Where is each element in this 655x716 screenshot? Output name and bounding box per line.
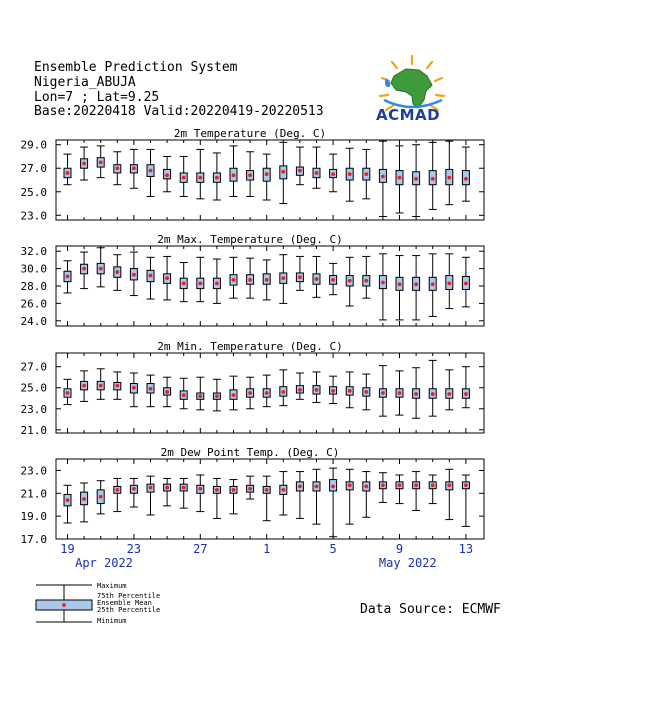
- mean-marker: [315, 171, 319, 175]
- mean-marker: [182, 281, 186, 285]
- x-tick-label: 23: [126, 542, 142, 556]
- header-coordinates: Lon=7 ; Lat=9.25: [34, 90, 160, 105]
- mean-marker: [398, 176, 402, 180]
- x-tick-label: 27: [193, 542, 208, 556]
- y-tick-label: 19.0: [20, 510, 47, 524]
- mean-marker: [149, 486, 153, 490]
- mean-marker: [464, 177, 468, 181]
- mean-marker: [215, 176, 219, 180]
- mean-marker: [182, 486, 186, 490]
- mean-marker: [165, 486, 169, 490]
- mean-marker: [165, 173, 169, 177]
- mean-marker: [248, 173, 252, 177]
- mean-marker: [281, 488, 285, 492]
- mean-marker: [281, 170, 285, 174]
- panel-title: 2m Dew Point Temp. (Deg. C): [160, 446, 340, 459]
- mean-marker: [381, 483, 385, 487]
- mean-marker: [381, 391, 385, 395]
- mean-marker: [265, 488, 269, 492]
- mean-marker: [165, 276, 169, 280]
- mean-marker: [265, 278, 269, 282]
- mean-marker: [82, 384, 86, 388]
- mean-marker: [248, 278, 252, 282]
- mean-marker: [398, 391, 402, 395]
- panel-title: 2m Min. Temperature (Deg. C): [157, 340, 343, 353]
- x-tick-label: 19: [60, 542, 75, 556]
- legend-mean-marker: [62, 603, 66, 607]
- mean-marker: [315, 277, 319, 281]
- y-tick-label: 25.0: [20, 381, 47, 395]
- mean-marker: [215, 488, 219, 492]
- panel-frame: [56, 459, 484, 539]
- mean-marker: [398, 282, 402, 286]
- mean-marker: [431, 177, 435, 181]
- y-tick-label: 27.0: [20, 360, 47, 374]
- mean-marker: [115, 166, 119, 170]
- mean-marker: [232, 173, 236, 177]
- mean-marker: [447, 392, 451, 396]
- mean-marker: [232, 278, 236, 282]
- mean-marker: [132, 273, 136, 277]
- mean-marker: [331, 389, 335, 393]
- y-tick-label: 25.0: [20, 185, 47, 199]
- y-tick-label: 26.0: [20, 297, 47, 311]
- mean-marker: [464, 392, 468, 396]
- mean-marker: [447, 176, 451, 180]
- mean-marker: [82, 497, 86, 501]
- mean-marker: [182, 393, 186, 397]
- mean-marker: [414, 392, 418, 396]
- header-title: Ensemble Prediction System: [34, 60, 238, 75]
- y-tick-label: 32.0: [20, 245, 47, 259]
- month-label: Apr 2022: [75, 556, 133, 570]
- mean-marker: [165, 390, 169, 394]
- mean-marker: [315, 485, 319, 489]
- mean-marker: [99, 267, 103, 271]
- mean-marker: [348, 389, 352, 393]
- mean-marker: [331, 485, 335, 489]
- legend-label: Minimum: [97, 617, 127, 625]
- mean-marker: [381, 281, 385, 285]
- mean-marker: [248, 487, 252, 491]
- mean-marker: [447, 281, 451, 285]
- mean-marker: [182, 176, 186, 180]
- y-tick-label: 21.0: [20, 423, 47, 437]
- mean-marker: [265, 172, 269, 176]
- month-label: May 2022: [378, 556, 437, 570]
- mean-marker: [331, 278, 335, 282]
- legend-label: Ensemble Mean: [97, 599, 152, 607]
- mean-marker: [398, 483, 402, 487]
- mean-marker: [464, 483, 468, 487]
- mean-marker: [198, 281, 202, 285]
- acmad-logo-text: ACMAD: [376, 106, 441, 124]
- mean-marker: [132, 166, 136, 170]
- panel-title: 2m Max. Temperature (Deg. C): [157, 233, 343, 246]
- mean-marker: [115, 488, 119, 492]
- mean-marker: [66, 498, 70, 502]
- mean-marker: [381, 175, 385, 179]
- mean-marker: [414, 282, 418, 286]
- legend-label: Maximum: [97, 582, 127, 590]
- x-tick-label: 13: [458, 542, 474, 556]
- mean-marker: [281, 390, 285, 394]
- mean-marker: [149, 274, 153, 278]
- header-location: Nigeria_ABUJA: [34, 75, 136, 90]
- mean-marker: [115, 270, 119, 274]
- mean-marker: [298, 169, 302, 173]
- y-tick-label: 23.0: [20, 209, 47, 223]
- mean-marker: [232, 393, 236, 397]
- mean-marker: [281, 276, 285, 280]
- mean-marker: [82, 162, 86, 166]
- x-tick-label: 9: [395, 542, 404, 556]
- data-source-label: Data Source: ECMWF: [360, 602, 501, 617]
- mean-marker: [149, 387, 153, 391]
- mean-marker: [447, 483, 451, 487]
- mean-marker: [431, 392, 435, 396]
- y-tick-label: 17.0: [20, 533, 47, 546]
- mean-marker: [348, 279, 352, 283]
- mean-marker: [215, 394, 219, 398]
- legend-label: 25th Percentile: [97, 606, 161, 614]
- x-tick-label: 1: [263, 542, 271, 556]
- mean-marker: [198, 176, 202, 180]
- mean-marker: [331, 172, 335, 176]
- mean-marker: [66, 275, 70, 279]
- mean-marker: [198, 394, 202, 398]
- mean-marker: [431, 282, 435, 286]
- panel-title: 2m Temperature (Deg. C): [173, 127, 327, 140]
- mean-marker: [99, 495, 103, 499]
- mean-marker: [265, 391, 269, 395]
- mean-marker: [298, 485, 302, 489]
- y-tick-label: 21.0: [20, 487, 47, 501]
- mean-marker: [132, 386, 136, 390]
- y-tick-label: 27.0: [20, 162, 47, 176]
- mean-marker: [115, 384, 119, 388]
- y-tick-label: 28.0: [20, 280, 47, 293]
- mean-marker: [348, 483, 352, 487]
- mean-marker: [414, 483, 418, 487]
- mean-marker: [315, 388, 319, 392]
- mean-marker: [99, 384, 103, 388]
- mean-marker: [364, 390, 368, 394]
- mean-marker: [82, 267, 86, 271]
- mean-marker: [215, 281, 219, 285]
- mean-marker: [232, 488, 236, 492]
- mean-marker: [431, 483, 435, 487]
- mean-marker: [364, 485, 368, 489]
- mean-marker: [132, 487, 136, 491]
- mean-marker: [66, 391, 70, 395]
- mean-marker: [348, 172, 352, 176]
- mean-marker: [248, 391, 252, 395]
- legend-label: 75th Percentile: [97, 592, 161, 600]
- mean-marker: [298, 275, 302, 279]
- mean-marker: [298, 388, 302, 392]
- y-tick-label: 23.0: [20, 402, 47, 416]
- mean-marker: [364, 279, 368, 283]
- mean-marker: [464, 281, 468, 285]
- y-tick-label: 29.0: [20, 138, 47, 152]
- y-tick-label: 23.0: [20, 464, 47, 478]
- y-tick-label: 24.0: [20, 314, 47, 328]
- mean-marker: [149, 169, 153, 173]
- mean-marker: [66, 171, 70, 175]
- header-dates: Base:20220418 Valid:20220419-20220513: [34, 104, 324, 119]
- mean-marker: [364, 172, 368, 176]
- x-tick-label: 5: [329, 542, 337, 556]
- mean-marker: [414, 177, 418, 181]
- mean-marker: [99, 160, 103, 164]
- y-tick-label: 30.0: [20, 262, 47, 276]
- mean-marker: [198, 487, 202, 491]
